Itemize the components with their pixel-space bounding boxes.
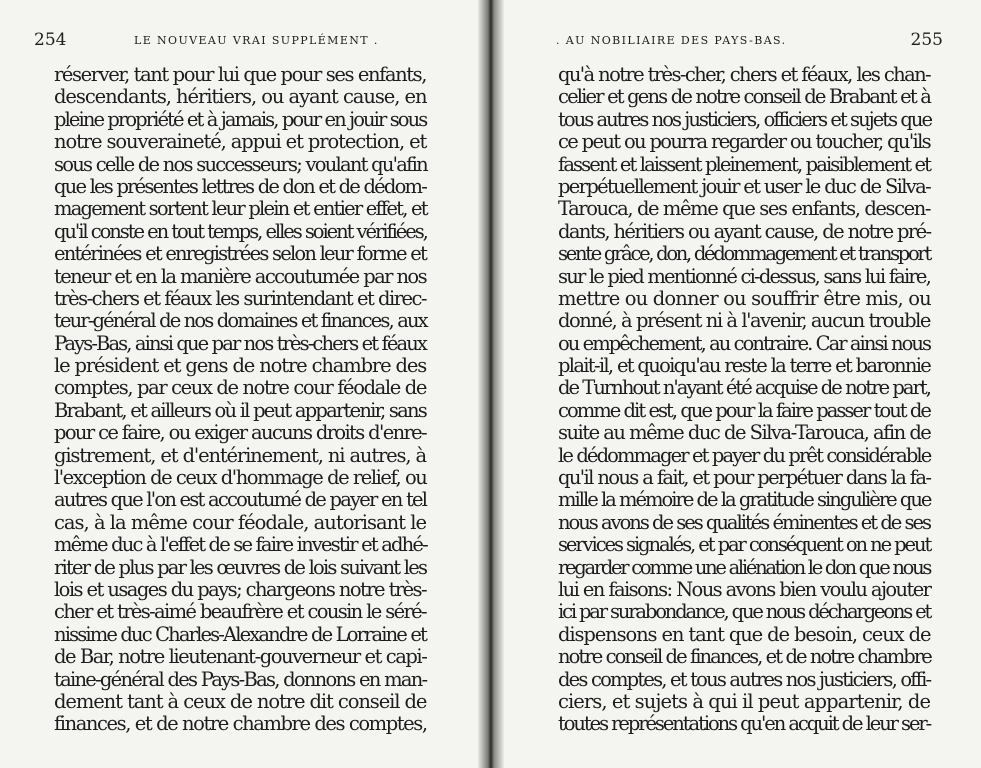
right-page-body	[558, 64, 930, 736]
right-page-number: 255	[910, 30, 943, 50]
text-line: sous celle de nos successeurs; voulant qu'afin	[54, 152, 427, 176]
text-line: mille la mémoire de la gratitude singulière que	[558, 488, 931, 512]
text-line: dants, héritiers ou ayant cause, de notre pré-	[558, 219, 931, 243]
text-line: sente grâce, don, dédommagement et transport	[558, 242, 930, 266]
text-line: Brabant, et ailleurs où il peut appartenir, sans	[54, 398, 426, 422]
text-line: notre souveraineté, appui et protection, et	[54, 130, 427, 154]
text-line: teur-général de nos domaines et finances, aux	[54, 309, 427, 333]
text-line: pour ce faire, ou exiger aucuns droits d'enre-	[54, 421, 426, 445]
text-line: lui en faisons: Nous avons bien voulu ajouter	[558, 577, 931, 601]
text-line: fassent et laissent pleinement, paisiblement et	[558, 152, 931, 176]
text-line: réserver, tant pour lui que pour ses enfants,	[54, 63, 426, 86]
text-line: sur le pied mentionné ci-dessus, sans lui faire,	[558, 264, 930, 288]
text-line: lois et usages du pays; chargeons notre très-	[54, 577, 426, 601]
text-line: gistrement, et d'entérinement, ni autres, à	[54, 443, 426, 467]
text-line: descendants, héritiers, ou ayant cause, en	[54, 85, 427, 109]
text-line: regarder comme une aliénation le don que nous	[558, 555, 931, 579]
text-line: de Bar, notre lieutenant-gouverneur et capi-	[54, 645, 427, 669]
text-line: notre conseil de finances, et de notre chambre	[558, 645, 931, 669]
text-line: dispensons en tant que de besoin, ceux de	[558, 622, 931, 646]
text-line: même duc à l'effet de se faire investir et adhé-	[54, 533, 427, 557]
text-line: ou empêchement, au contraire. Car ainsi nous	[558, 331, 931, 355]
left-page-number: 254	[34, 30, 67, 50]
text-line: cas, à la même cour féodale, autorisant le	[54, 510, 426, 534]
text-line: magement sortent leur plein et entier effet, et	[54, 197, 427, 221]
text-line: qu'il conste en tout temps, elles soient vérifiées,	[54, 219, 427, 243]
text-line: qu'il nous a fait, et pour perpétuer dans la fa-	[558, 466, 931, 490]
text-line: ce peut ou pourra regarder ou toucher, qu'ils	[558, 130, 930, 154]
text-line: l'exception de ceux d'hommage de relief, ou	[54, 466, 427, 490]
text-line: Pays-Bas, ainsi que par nos très-chers et féaux	[54, 331, 426, 355]
text-line: des comptes, et tous autres nos justiciers, offi-	[558, 667, 931, 691]
text-line: dement tant à ceux de notre dit conseil de	[54, 689, 427, 713]
text-line: teneur et en la manière accoutumée par nos	[54, 264, 426, 288]
text-line: nissime duc Charles-Alexandre de Lorraine et	[54, 622, 426, 646]
text-line: Tarouca, de même que ses enfants, descen-	[558, 197, 931, 221]
text-line: que les présentes lettres de don et de dédom-	[54, 174, 426, 198]
text-line: suite au même duc de Silva-Tarouca, afin de	[558, 421, 931, 445]
text-line: comptes, par ceux de notre cour féodale de	[54, 376, 427, 400]
right-page	[504, 0, 981, 768]
text-line: tous autres nos justiciers, officiers et sujets que	[558, 107, 932, 131]
text-line: le président et gens de notre chambre des	[54, 354, 427, 378]
text-line: finances, et de notre chambre des comptes,	[54, 712, 427, 736]
left-page-header	[34, 30, 464, 52]
left-running-head: LE NOUVEAU VRAI SUPPLÉMENT .	[134, 34, 379, 47]
text-line: entérinées et enregistrées selon leur forme et	[54, 242, 426, 266]
text-line: mettre ou donner ou souffrir être mis, ou	[558, 286, 931, 310]
text-line: comme dit est, que pour la faire passer tout de	[558, 398, 930, 422]
text-line: riter de plus par les œuvres de lois suivant les	[54, 555, 427, 579]
text-line: qu'à notre très-cher, chers et féaux, les chan-	[558, 63, 931, 86]
text-line: services signalés, et par conséquent on ne peut	[558, 533, 931, 557]
text-line: autres que l'on est accoutumé de payer en tel	[54, 488, 427, 512]
text-line: donné, à présent ni à l'avenir, aucun trouble	[558, 309, 930, 333]
text-line: très-chers et féaux les surintendant et direc-	[54, 286, 426, 310]
text-line: cher et très-aimé beaufrère et cousin le séré-	[54, 600, 426, 624]
book-gutter	[478, 0, 504, 768]
text-line: pleine propriété et à jamais, pour en jouir sous	[54, 107, 427, 131]
right-page-header	[556, 30, 943, 52]
text-line: plait-il, et quoiqu'au reste la terre et baronnie	[558, 354, 931, 378]
right-running-head: . AU NOBILIAIRE DES PAYS-BAS.	[556, 34, 787, 47]
left-page	[0, 0, 478, 768]
text-line: taine-général des Pays-Bas, donnons en man-	[54, 667, 427, 691]
text-line: ciers, et sujets à qui il peut appartenir, de	[558, 689, 931, 713]
left-page-body	[54, 64, 426, 736]
text-line: le dédommager et payer du prêt considérable	[558, 443, 931, 467]
text-line: celier et gens de notre conseil de Brabant et à	[558, 85, 930, 109]
text-line: de Turnhout n'ayant été acquise de notre part,	[558, 376, 930, 400]
text-line: perpétuellement jouir et user le duc de Silva-	[558, 174, 930, 198]
text-line: ici par surabondance, que nous déchargeons et	[558, 600, 931, 624]
text-line: nous avons de ses qualités éminentes et de ses	[558, 510, 930, 534]
text-line: toutes représentations qu'en acquit de leur ser-	[558, 712, 931, 736]
